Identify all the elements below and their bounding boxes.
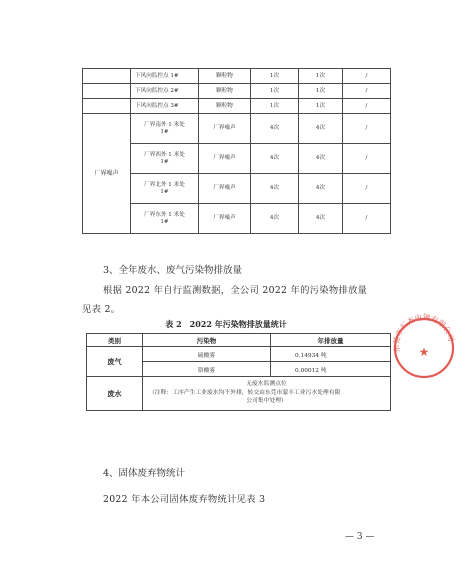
monitoring-item: 颗粒物: [199, 99, 251, 114]
actual-frequency: 1次: [299, 84, 343, 99]
table-header-row: [87, 334, 391, 347]
seal-text: 东莞市汇杰电镀有限公司: [391, 312, 456, 354]
emissions-table: [86, 333, 391, 411]
remark: /: [343, 99, 391, 114]
monitoring-point: 厂界北外 1 米处 1#: [131, 174, 199, 204]
monitoring-point: 下风向监控点 3#: [131, 99, 199, 114]
header-category: 类别: [87, 334, 143, 347]
monitoring-item: 颗粒物: [199, 69, 251, 84]
actual-frequency: 4次: [299, 204, 343, 234]
planned-frequency: 4次: [251, 114, 299, 144]
header-amount: 年排放量: [271, 334, 391, 347]
remark: /: [343, 84, 391, 99]
table-row: [87, 347, 391, 362]
amount-cell: 0.00012 吨: [271, 362, 391, 377]
monitoring-item: 颗粒物: [199, 84, 251, 99]
category-cell: 厂界噪声: [83, 114, 131, 234]
table-row: [87, 377, 391, 411]
monitoring-point: 下风向监控点 1#: [131, 69, 199, 84]
planned-frequency: 1次: [251, 84, 299, 99]
table2-caption: 表 2 2022 年污染物排放量统计: [165, 319, 287, 329]
page-number: — 3 —: [345, 532, 375, 542]
monitoring-item: 厂界噪声: [199, 144, 251, 174]
remark: /: [343, 174, 391, 204]
actual-frequency: 4次: [299, 174, 343, 204]
header-pollutant: 污染物: [143, 334, 271, 347]
company-seal-icon: [388, 312, 458, 382]
planned-frequency: 1次: [251, 69, 299, 84]
planned-frequency: 4次: [251, 204, 299, 234]
planned-frequency: 1次: [251, 99, 299, 114]
planned-frequency: 4次: [251, 174, 299, 204]
svg-text:★: ★: [418, 345, 430, 359]
category-cell: 废气: [87, 347, 143, 377]
actual-frequency: 1次: [299, 99, 343, 114]
actual-frequency: 4次: [299, 114, 343, 144]
monitoring-item: 厂界噪声: [199, 204, 251, 234]
remark: /: [343, 144, 391, 174]
amount-cell: 0.14934 吨: [271, 347, 391, 362]
actual-frequency: 1次: [299, 69, 343, 84]
section4-paragraph: 2022 年本公司固体废弃物统计见表 3: [103, 494, 266, 505]
monitoring-item: 厂界噪声: [199, 174, 251, 204]
category-cell: 废水: [87, 377, 143, 411]
actual-frequency: 4次: [299, 144, 343, 174]
monitoring-point: 厂界东外 1 米处 1#: [131, 204, 199, 234]
monitoring-point: 厂界南外 1 米处 1#: [131, 114, 199, 144]
table-row: [83, 84, 391, 99]
remark: /: [343, 204, 391, 234]
pollutant-cell: 硫酸雾: [143, 347, 271, 362]
table-row: [83, 99, 391, 114]
remark: /: [343, 69, 391, 84]
table-row: [83, 114, 391, 144]
monitoring-table: [82, 68, 391, 234]
section3-paragraph-line1: 根据 2022 年自行监测数据，全公司 2022 年的污染物排放量: [103, 285, 368, 296]
planned-frequency: 4次: [251, 144, 299, 174]
section4-heading: 4、固体废弃物统计: [103, 468, 186, 479]
pollutant-cell: 铬酸雾: [143, 362, 271, 377]
monitoring-item: 厂界噪声: [199, 114, 251, 144]
wastewater-note: 无废水监测点位 （注释：工序产生工业废水均不外排，转交由东莞市蒙丰工业污水处理有限 公司集中处理）: [143, 377, 391, 411]
monitoring-point: 下风向监控点 2#: [131, 84, 199, 99]
section3-paragraph-line2: 见表 2。: [82, 304, 121, 315]
table-row: [83, 69, 391, 84]
remark: /: [343, 114, 391, 144]
monitoring-point: 厂界西外 1 米处 1#: [131, 144, 199, 174]
section3-heading: 3、全年废水、废气污染物排放量: [103, 265, 243, 276]
